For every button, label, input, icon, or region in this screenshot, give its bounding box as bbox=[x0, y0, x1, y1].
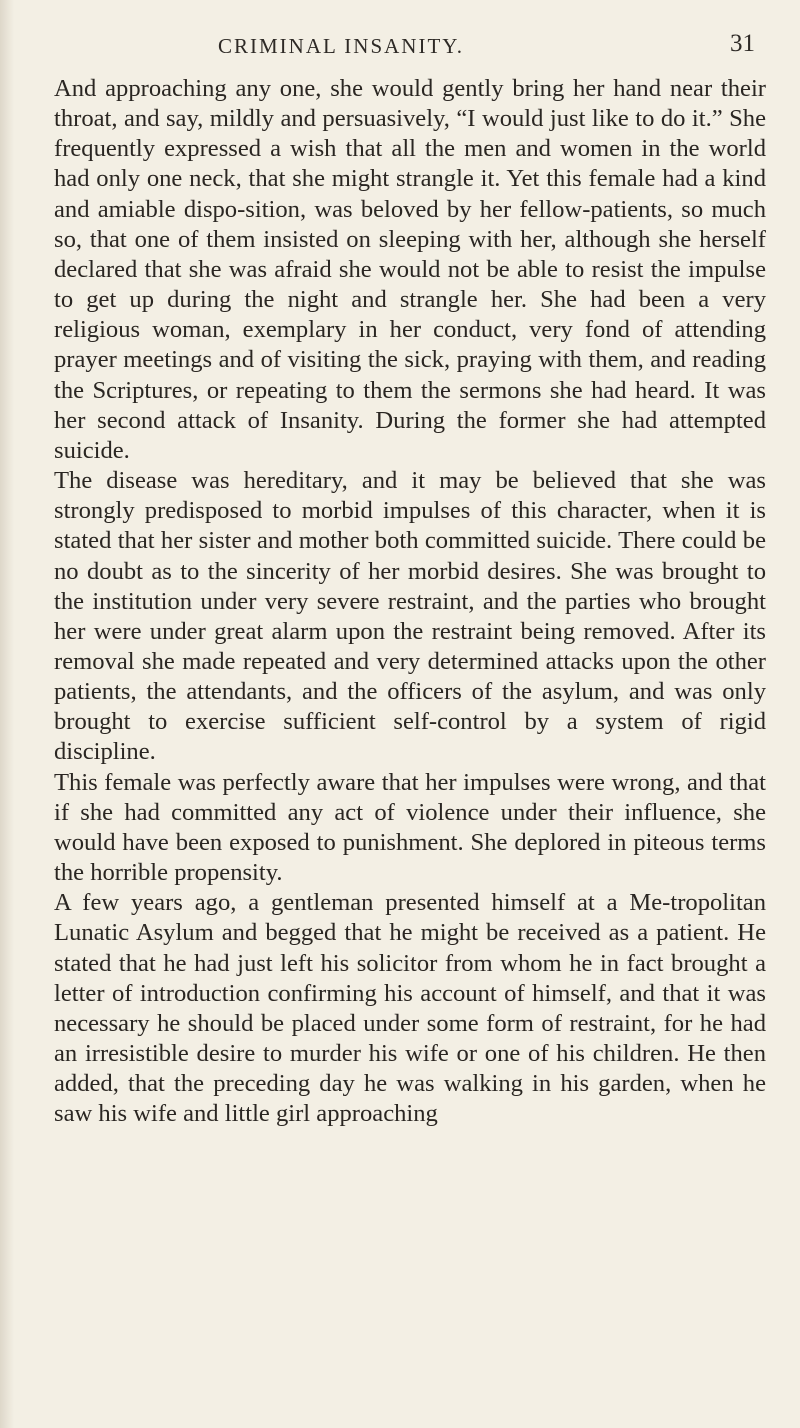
body-text bbox=[54, 74, 766, 1129]
page-number: 31 bbox=[730, 30, 755, 57]
paragraph-4: A few years ago, a gentleman presented himself at a Me-tropolitan Lunatic Asylum and begged that he might be received as a patient. He stated that he had just left his solicitor from whom he in fact brought a letter of introduction confirming his account of himself, and that it was necessary he should be placed under some form of restraint, for he had an irresistible desire to murder his wife or one of his children. He then added, that the preceding day he was walking in his garden, when he saw his wife and little girl approaching bbox=[54, 889, 766, 1128]
page-header bbox=[0, 26, 800, 66]
paragraph-1: And approaching any one, she would gently bring her hand near their throat, and say, mildly and persuasively, “I would just like to do it.” She frequently expressed a wish that all the men and women in the world had only one neck, that she might strangle it. Yet this female had a kind and amiable dispo-sition, was beloved by her fellow-patients, so much so, that one of them insisted on sleeping with her, although she herself declared that she was afraid she would not be able to resist the impulse to get up during the night and strangle her. She had been a very religious woman, exemplary in her conduct, very fond of attending prayer meetings and of visiting the sick, praying with them, and reading the Scriptures, or repeating to them the sermons she had heard. It was her second attack of Insanity. During the former she had attempted suicide. bbox=[54, 75, 766, 464]
paragraph-3: This female was perfectly aware that her impulses were wrong, and that if she had committed any act of violence under their influence, she would have been exposed to punishment. She deplored in piteous terms the horrible propensity. bbox=[54, 768, 766, 887]
paragraph-2: The disease was hereditary, and it may be believed that she was strongly predisposed to morbid impulses of this character, when it is stated that her sister and mother both committed suicide. There could be no doubt as to the sincerity of her morbid desires. She was brought to the institution under very severe restraint, and the parties who brought her were under great alarm upon the restraint being removed. After its removal she made repeated and very determined attacks upon the other patients, the attendants, and the officers of the asylum, and was only brought to exercise sufficient self-control by a system of rigid discipline. bbox=[54, 467, 766, 766]
page-gutter-shadow bbox=[0, 0, 14, 1428]
running-title: CRIMINAL INSANITY. bbox=[218, 34, 464, 58]
